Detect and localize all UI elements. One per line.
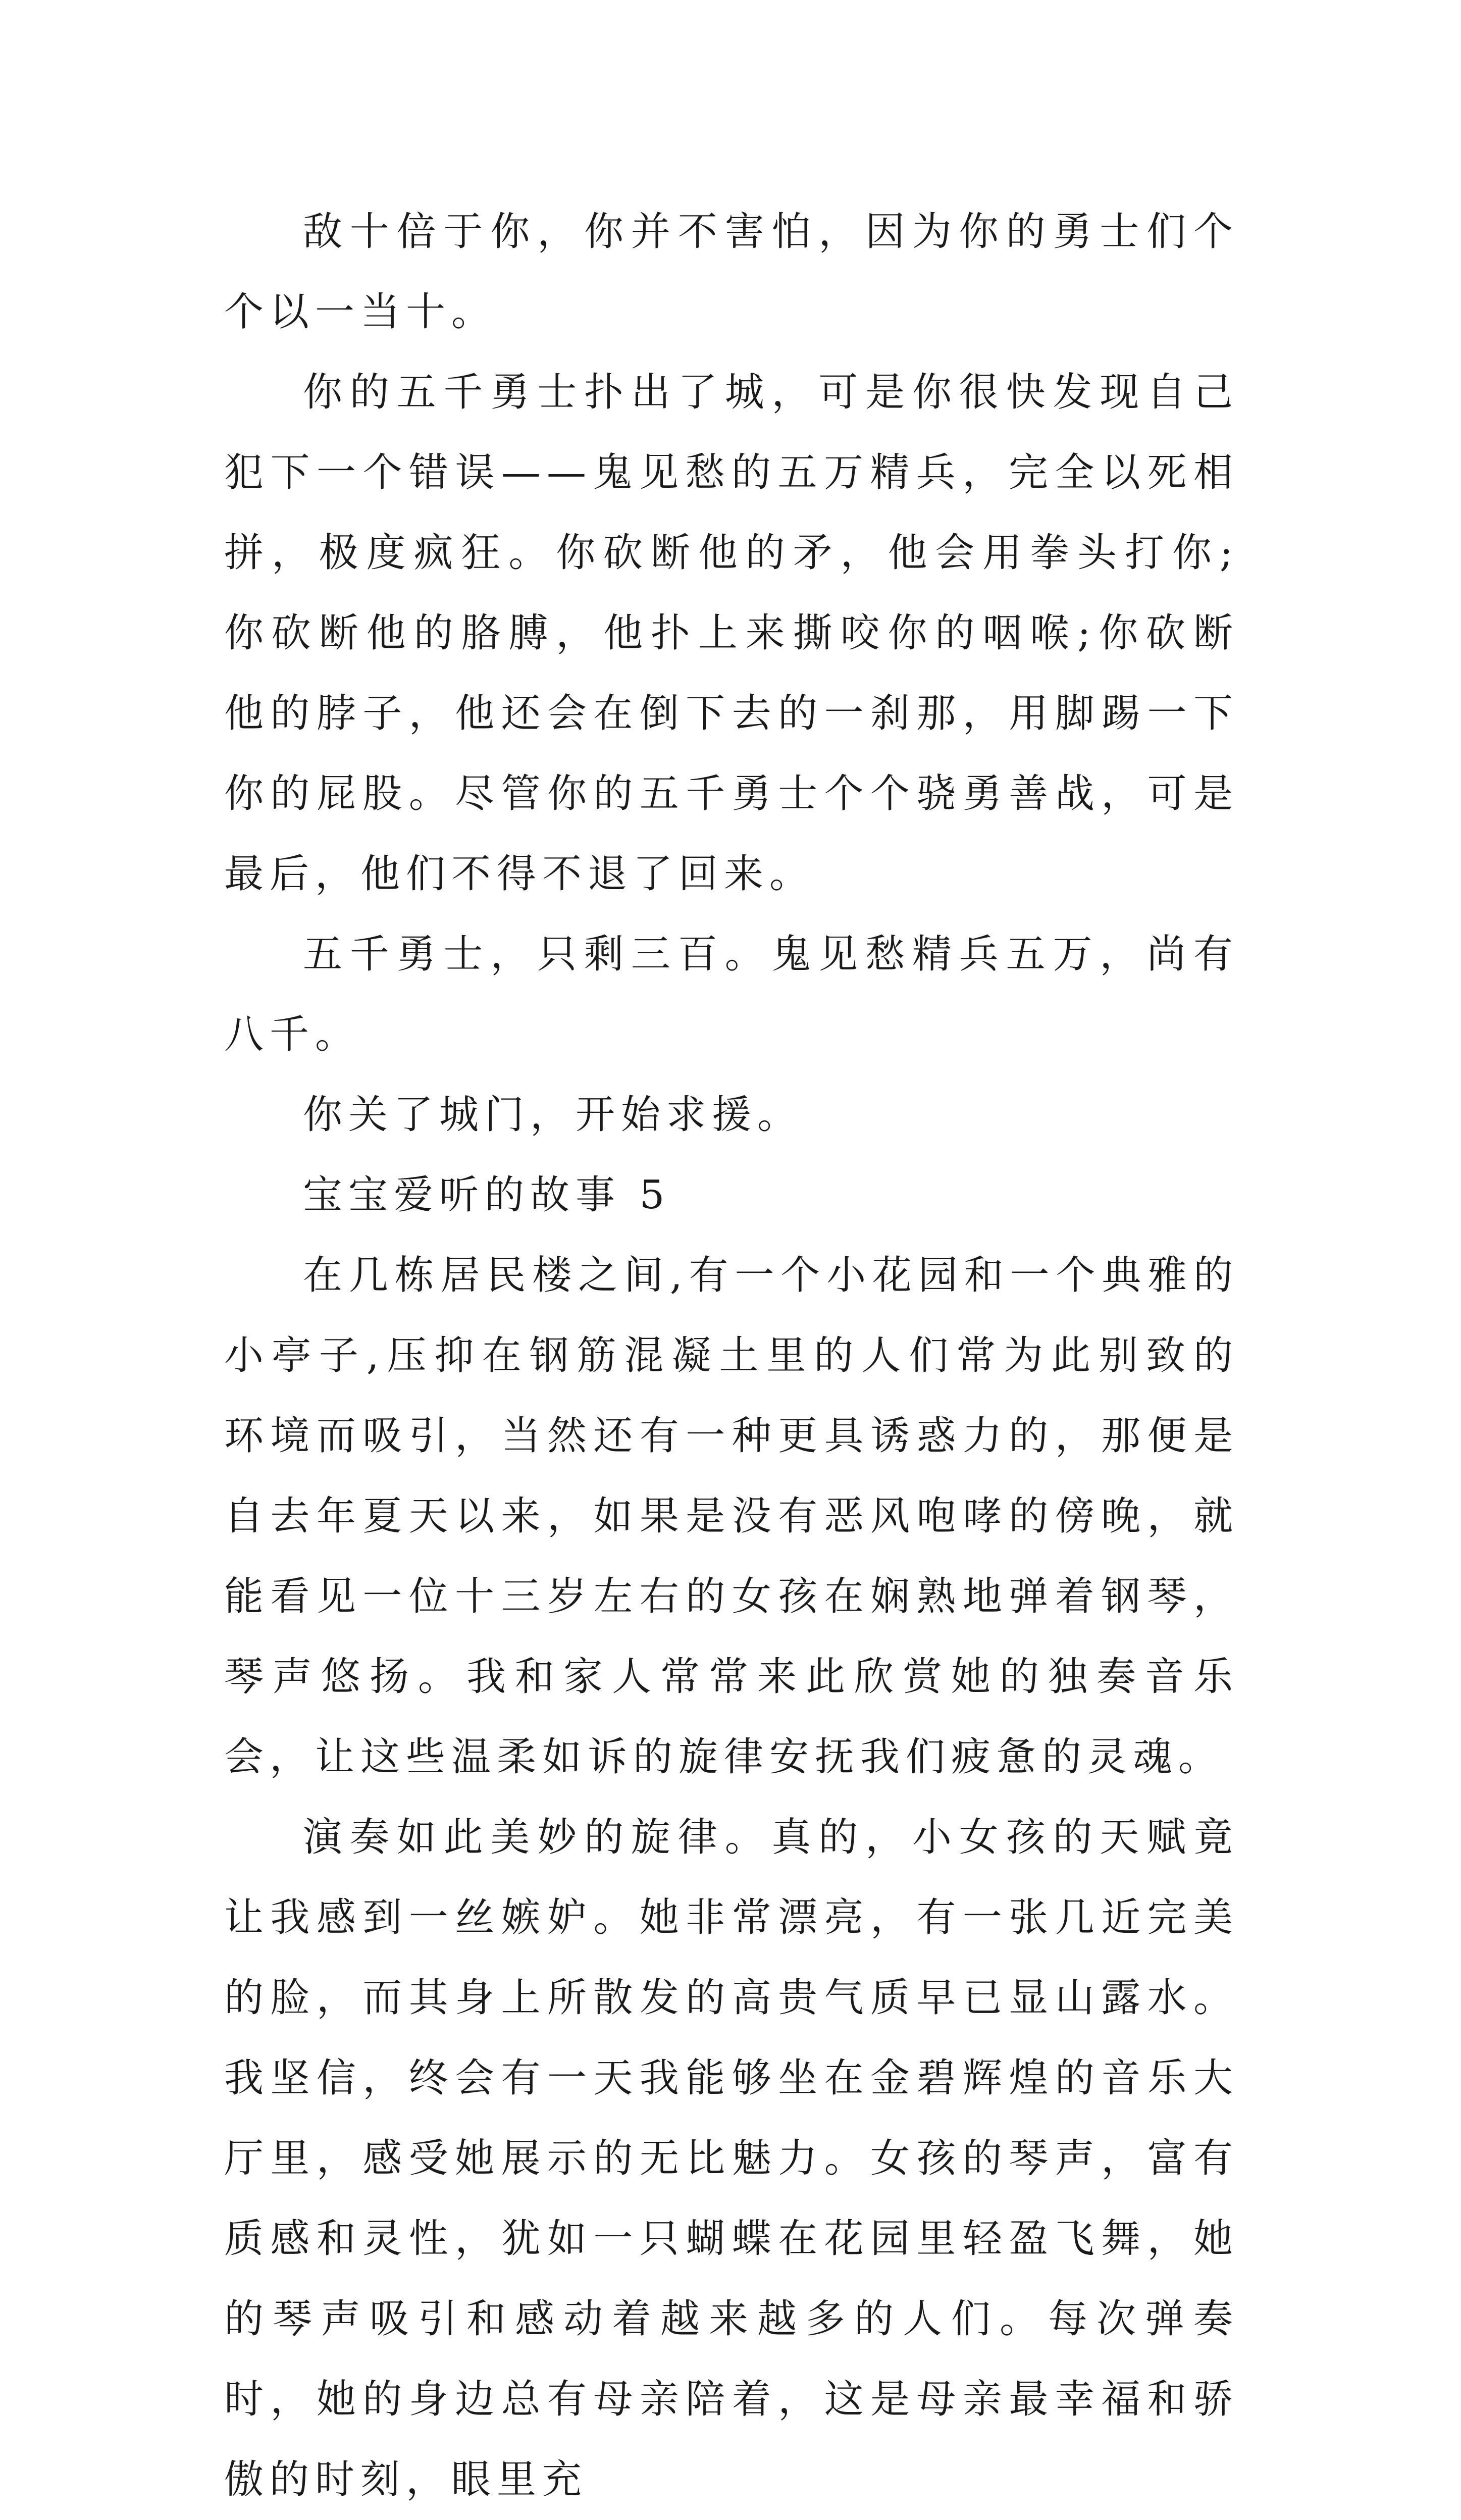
paragraph: 在几栋居民楼之间,有一个小花园和一个典雅的小亭子,压抑在钢筋混凝土里的人们常为此别致的环境而吸引，当然还有一种更具诱惑力的，那便是自去年夏天以来，如果是没有恶风咆哮的傍晚，就能看见一位十三岁左右的女孩在娴熟地弹着钢琴，琴声悠扬。我和家人常常来此欣赏她的独奏音乐会，让这些温柔如诉的旋律安抚我们疲惫的灵魂。: [224, 1253, 1239, 1780]
paragraph: 你的五千勇士扑出了城，可是你很快发现自己犯下一个错误——鬼见愁的五万精兵，完全以死相拼，极度疯狂。你砍断他的矛，他会用拳头打你;你砍断他的胳膊，他扑上来撕咬你的咽喉;你砍断他的脖子，他还会在倒下去的一刹那，用脚踢一下你的屁股。尽管你的五千勇士个个骁勇善战，可是最后，他们不得不退了回来。: [224, 370, 1239, 897]
paragraph: 演奏如此美妙的旋律。真的，小女孩的天赋竟让我感到一丝嫉妒。她非常漂亮，有一张几近完美的脸，而其身上所散发的高贵气质早已显山露水。我坚信，终会有一天我能够坐在金碧辉煌的音乐大厅里，感受她展示的无比魅力。女孩的琴声，富有质感和灵性，犹如一只蝴蝶在花园里轻盈飞舞，她的琴声吸引和感动着越来越多的人们。每次弹奏时，她的身边总有母亲陪着，这是母亲最幸福和骄傲的时刻，眼里充: [224, 1815, 1239, 2502]
paragraph: 敌十倍于你，你并不害怕，因为你的勇士们个个以一当十。: [224, 209, 1239, 335]
section-heading: 宝宝爱听的故事 5: [303, 1172, 671, 1218]
paragraph: 五千勇士，只剩三百。鬼见愁精兵五万，尚有八千。: [224, 932, 1239, 1057]
paragraph: 你关了城门，开始求援。: [303, 1092, 803, 1138]
document-body: [224, 192, 1239, 2520]
